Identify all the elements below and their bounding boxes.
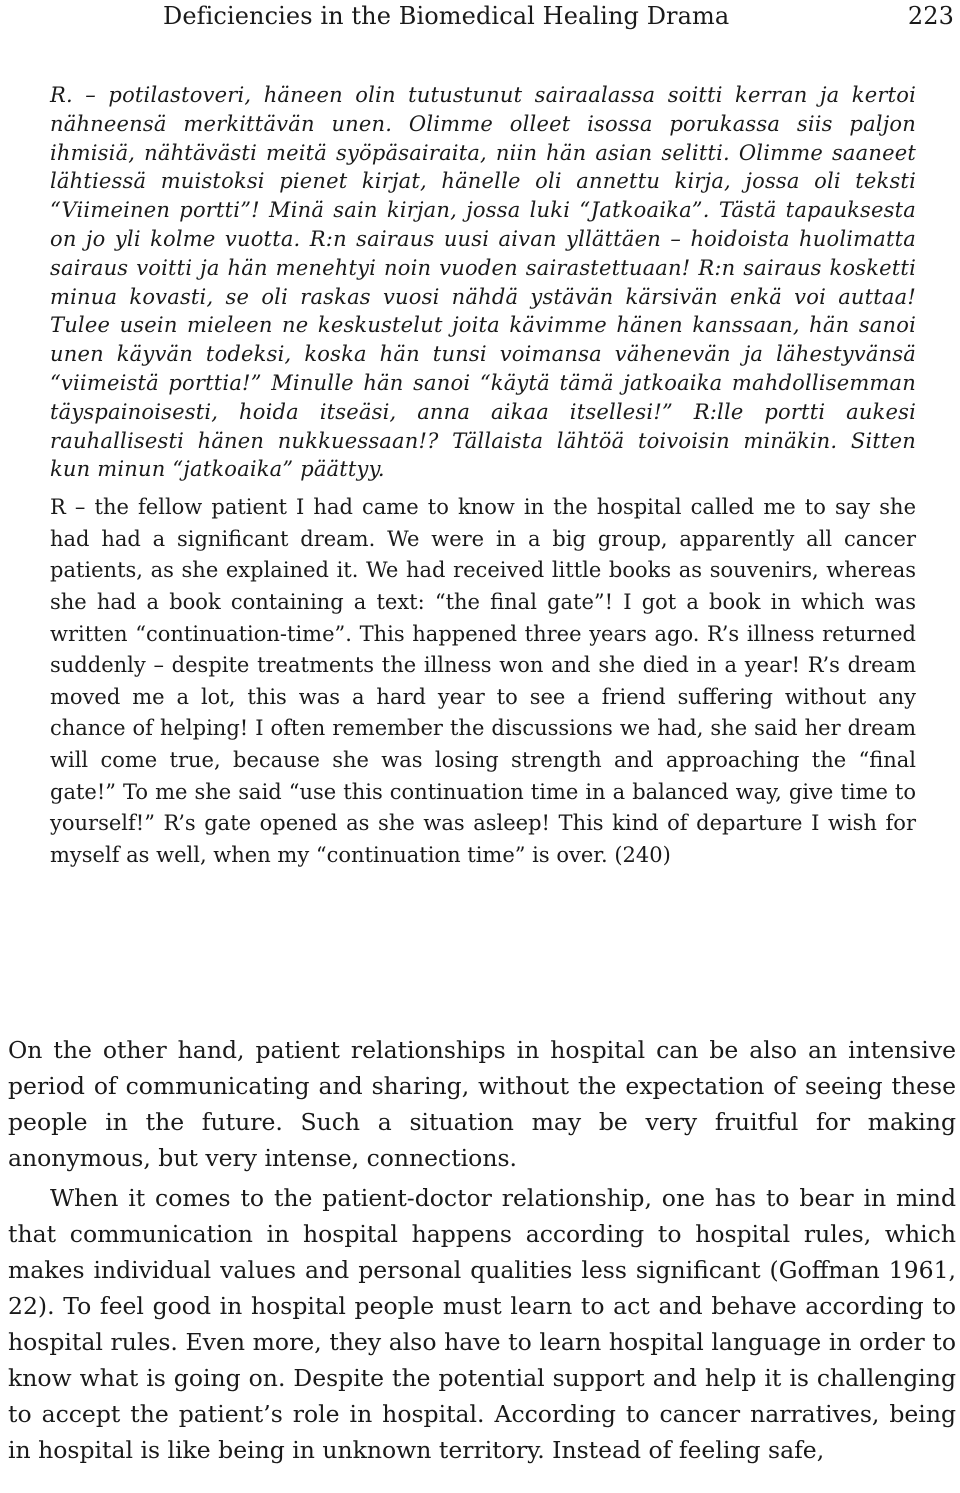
page-number: 223 [907,2,954,30]
body-paragraph-1: On the other hand, patient relationships in hospital can be also an intensive period of communicating and sharing, without the expectation of seeing these people in the future. Such a situation may be very fruitful for making anonymous, but very intense, connections. [8,1036,956,1172]
block-quote [50,81,916,871]
quote-english-translation: R – the fellow patient I had came to know in the hospital called me to say she had had a significant dream. We were in a big group, apparently all cancer patients, as she explained it. We had received little books as souvenirs, whereas she had a book containing a text: “the final gate”! I got a book in which was written “continuation-time”. This happened three years ago. R’s illness returned suddenly – despite treatments the illness won and she died in a year! R’s dream moved me a lot, this was a hard year to see a friend suffering without any chance of helping! I often remember the discussions we had, she said her dream will come true, because she was losing strength and approaching the “final gate!” To me she said “use this continuation time in a balanced way, give time to yourself!” R’s gate opened as she was asleep! This kind of departure I wish for myself as well, when my “continuation time” is over. (240) [50,495,916,867]
body-paragraph-2: When it comes to the patient-doctor relationship, one has to bear in mind that communication in hospital happens according to hospital rules, which makes individual values and personal qualities less significant (Goffman 1961, 22). To feel good in hospital people must learn to act and behave according to hospital rules. Even more, they also have to learn hospital language in order to know what is going on. Despite the potential support and help it is challenging to accept the patient’s role in hospital. According to cancer narratives, being in hospital is like being in unknown territory. Instead of feeling safe, [8,1184,956,1464]
body-text [8,1032,956,1468]
quote-finnish: R. – potilastoveri, häneen olin tutustunut sairaalassa soitti kerran ja kertoi nähneensä merkittävän unen. Olimme olleet isossa porukassa siis paljon ihmisiä, nähtävästi meitä syöpäsairaita, niin hän asian selitti. Olimme saaneet lähtiessä muistoksi pienet kirjat, hänelle oli annettu kirja, jossa oli teksti “Viimeinen portti”! Minä sain kirjan, jossa luki “Jatkoaika”. Tästä tapauksesta on jo yli kolme vuotta. R:n sairaus uusi aivan yllättäen – hoidoista huolimatta sairaus voitti ja hän menehtyi noin vuoden sairastettuaan! R:n sairaus kosketti minua kovasti, se oli raskas vuosi nähdä ystävän kärsivän enkä voi auttaa! Tulee usein mieleen ne keskustelut joita kävimme hänen kanssaan, hän sanoi unen käyvän todeksi, koska hän tunsi voimansa vähenevän ja lähestyvänsä “viimeistä porttia!” Minulle hän sanoi “käytä tämä jatkoaika mahdollisemman täyspainoisesti, hoida itseäsi, anna aikaa itsellesi!” R:lle portti aukesi rauhallisesti hänen nukkuessaan!? Tällaista lähtöä toivoisin minäkin. Sitten kun minun “jatkoaika” päättyy. [50,83,916,482]
running-title: Deficiencies in the Biomedical Healing Drama [163,2,730,30]
running-header [163,2,954,36]
